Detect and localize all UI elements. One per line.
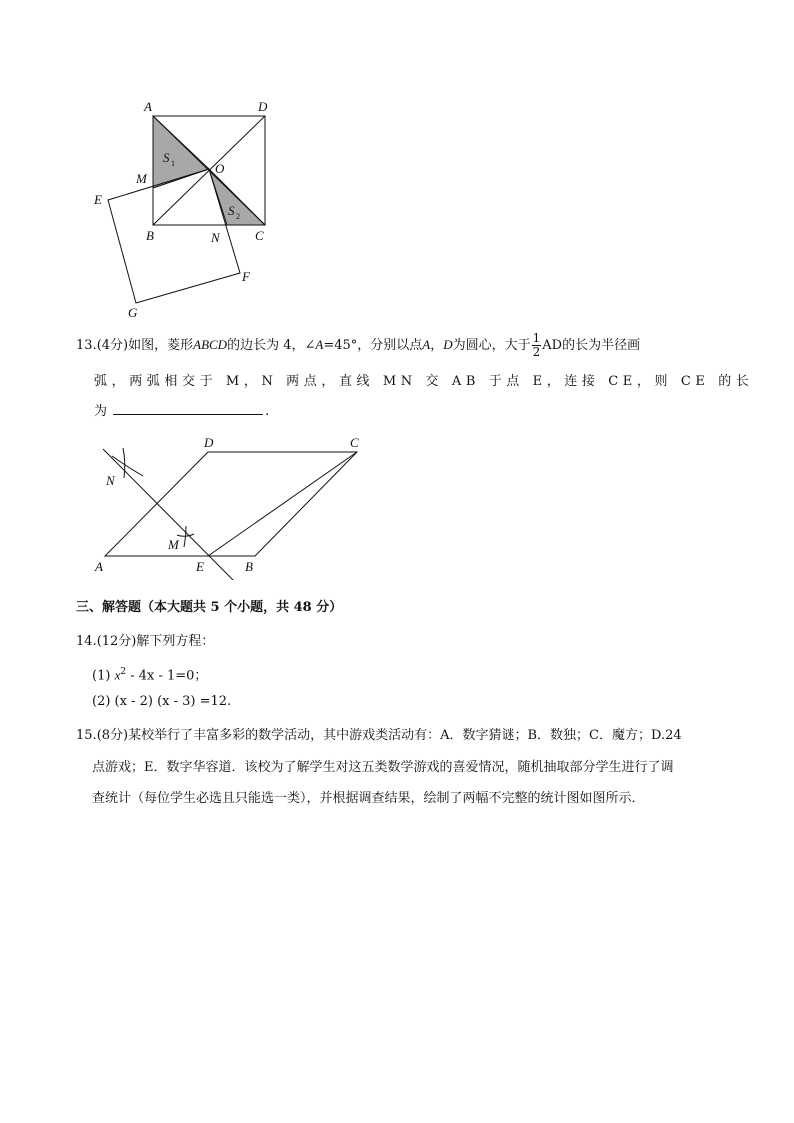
q15-line3: 查统计（每位学生必选且只能选一类），并根据调查结果，绘制了两幅不完整的统计图如图所示． [92,791,645,806]
q13-fraction [532,332,542,359]
q13-number: 13. [76,338,97,353]
q13-frac-num: 1 [532,331,541,345]
q13-line2 [94,372,753,392]
q13-line3-prefix: 为 [94,404,108,419]
q13-line3-suffix: . [265,404,270,419]
q13-line1 [76,332,640,359]
q14-item1-x: x [114,667,121,683]
q13-line2-text: 弧，两弧相交于 M，N 两点，直线 MN 交 AB 于点 E，连接 CE，则 CE 的长 [94,374,754,389]
label-N: N [211,230,220,245]
label-M: M [136,171,147,186]
q14-score: (12分) [96,634,137,649]
q14-item1 [92,662,207,686]
q13-text-d: ， [430,338,444,353]
label-C: C [255,228,264,243]
label-A2: A [95,559,103,574]
section-3-title: 三、解答题（本大题共 5 个小题，共 48 分） [76,600,343,615]
q15-number: 15. [76,728,97,743]
label-E: E [94,192,102,207]
q13-text-c: =45°，分别以点 [323,338,423,353]
label-N2: N [106,473,115,488]
q14-number: 14. [76,634,97,649]
q15-score: (8分) [96,728,129,743]
q13-angle-a: A [315,337,324,352]
q15-line2: 点游戏；E．数字华容道．该校为了解学生对这五类数学游戏的喜爱情况，随机抽取部分学生进行了调 [92,760,674,775]
q14-item1-exp: 2 [120,667,127,677]
q13-text-a: 如图，菱形 [128,338,194,353]
q13-point-d: D [443,337,453,352]
segment-ce [208,452,357,556]
q13-frac-tail: AD [542,338,563,353]
figure-rhombus-abcd [90,430,370,580]
q13-answer-blank[interactable] [113,402,263,415]
q14-item1-prefix: (1) [92,668,111,684]
label-E2: E [196,559,204,574]
line-mn [103,449,235,580]
label-S1-sub: 1 [171,159,175,168]
q14-item2: (2) (x - 2) (x - 3) =12. [92,694,232,709]
label-G: G [128,305,138,320]
label-S2-sub: 2 [236,212,240,221]
q15-line1 [76,726,682,746]
q15-line1-text: 某校举行了丰富多彩的数学活动，其中游戏类活动有：A．数字猜谜；B．数独；C．魔方；D.24 [128,728,682,743]
label-A: A [144,99,152,114]
q13-text-f: 的长为半径画 [562,338,641,353]
q14-text: 解下列方程： [136,634,215,649]
q13-abcd: ABCD [193,337,228,352]
label-O: O [215,161,225,176]
q14-line [76,632,214,652]
q13-frac-den: 2 [532,345,541,359]
figure-square-abcd [80,95,280,325]
q13-point-a: A [422,337,431,352]
q13-score: (4分) [96,338,129,353]
label-S1: S [163,150,170,165]
q13-text-b: 的边长为 4，∠ [227,338,316,353]
q13-text-e: 为圆心，大于 [452,338,531,353]
label-F: F [242,269,250,284]
label-M2: M [168,537,179,552]
q14-item1-rest: - 4x - 1=0； [126,668,208,684]
label-S2: S [228,203,235,218]
label-C2: C [350,435,359,450]
q13-line3 [94,402,269,422]
label-D2: D [204,435,214,450]
label-D: D [258,99,268,114]
label-B: B [146,228,154,243]
arc-n-2 [123,448,125,478]
label-B2: B [245,559,253,574]
